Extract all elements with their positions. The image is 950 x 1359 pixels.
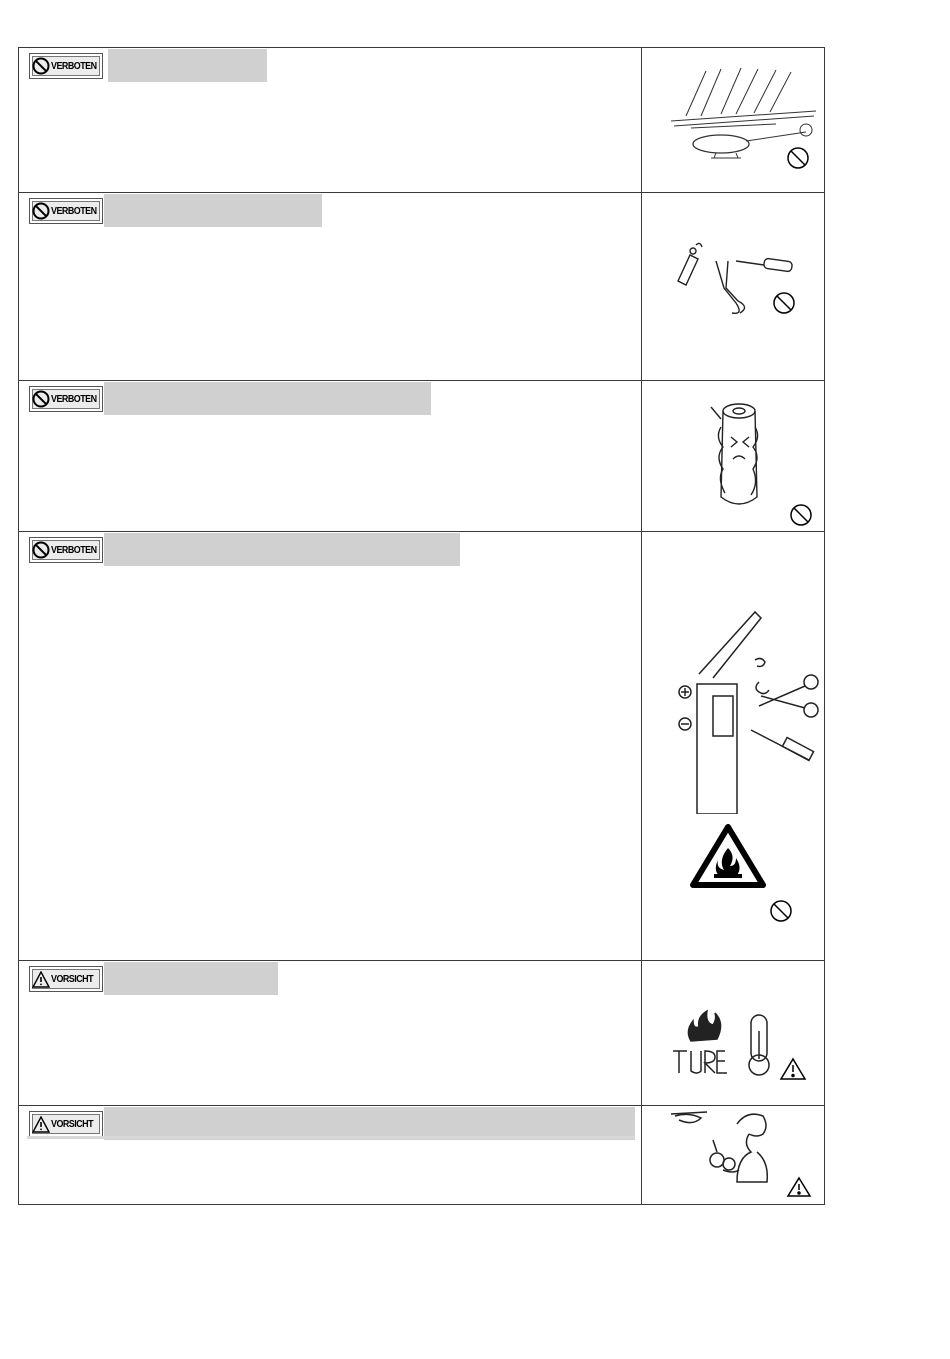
heading-bar [104, 962, 278, 995]
notice-row-damaged-battery [18, 380, 825, 531]
notice-row-tools [18, 192, 825, 380]
notice-row-battery-tampering [18, 531, 825, 960]
heading-bar [104, 382, 431, 415]
verboten-badge [29, 537, 103, 563]
notice-text-cell [19, 1106, 642, 1204]
heading-bar [108, 49, 267, 82]
heading-bar [104, 194, 322, 227]
notice-text-cell [19, 532, 642, 960]
badge-label: VORSICHT [51, 973, 94, 985]
notice-row-heat [18, 960, 825, 1105]
notice-row-pilot [18, 1105, 825, 1205]
prohibition-icon [32, 56, 50, 76]
vorsicht-badge [29, 1111, 103, 1137]
tools-illustration [641, 193, 824, 380]
warning-icon [32, 1114, 50, 1134]
vorsicht-badge [29, 966, 103, 992]
damaged-battery-illustration [641, 381, 824, 531]
flammable-warning-icon [690, 824, 766, 893]
warning-icon [32, 969, 50, 989]
verboten-badge [29, 386, 103, 412]
verboten-badge [29, 198, 103, 224]
helicopter-under-power-lines-illustration [641, 48, 824, 192]
verboten-badge [29, 53, 103, 79]
prohibition-icon [32, 540, 50, 560]
badge-label: VORSICHT [51, 1118, 94, 1130]
heading-bar-shadow [27, 1136, 635, 1139]
pilot-with-transmitter-illustration [641, 1106, 824, 1204]
prohibition-icon [32, 389, 50, 409]
badge-label: VERBOTEN [51, 544, 97, 556]
notice-row-power-lines [18, 47, 825, 192]
heading-bar [104, 533, 460, 566]
badge-label: VERBOTEN [51, 205, 97, 217]
fire-and-heat-illustration [641, 961, 824, 1105]
badge-label: VERBOTEN [51, 60, 97, 72]
prohibition-icon [769, 899, 793, 923]
prohibition-icon [32, 201, 50, 221]
notice-text-cell [19, 381, 642, 531]
notice-text-cell [19, 48, 642, 192]
notice-text-cell [19, 961, 642, 1105]
notice-text-cell [19, 193, 642, 380]
badge-label: VERBOTEN [51, 393, 97, 405]
battery-tampering-illustration [641, 532, 824, 960]
